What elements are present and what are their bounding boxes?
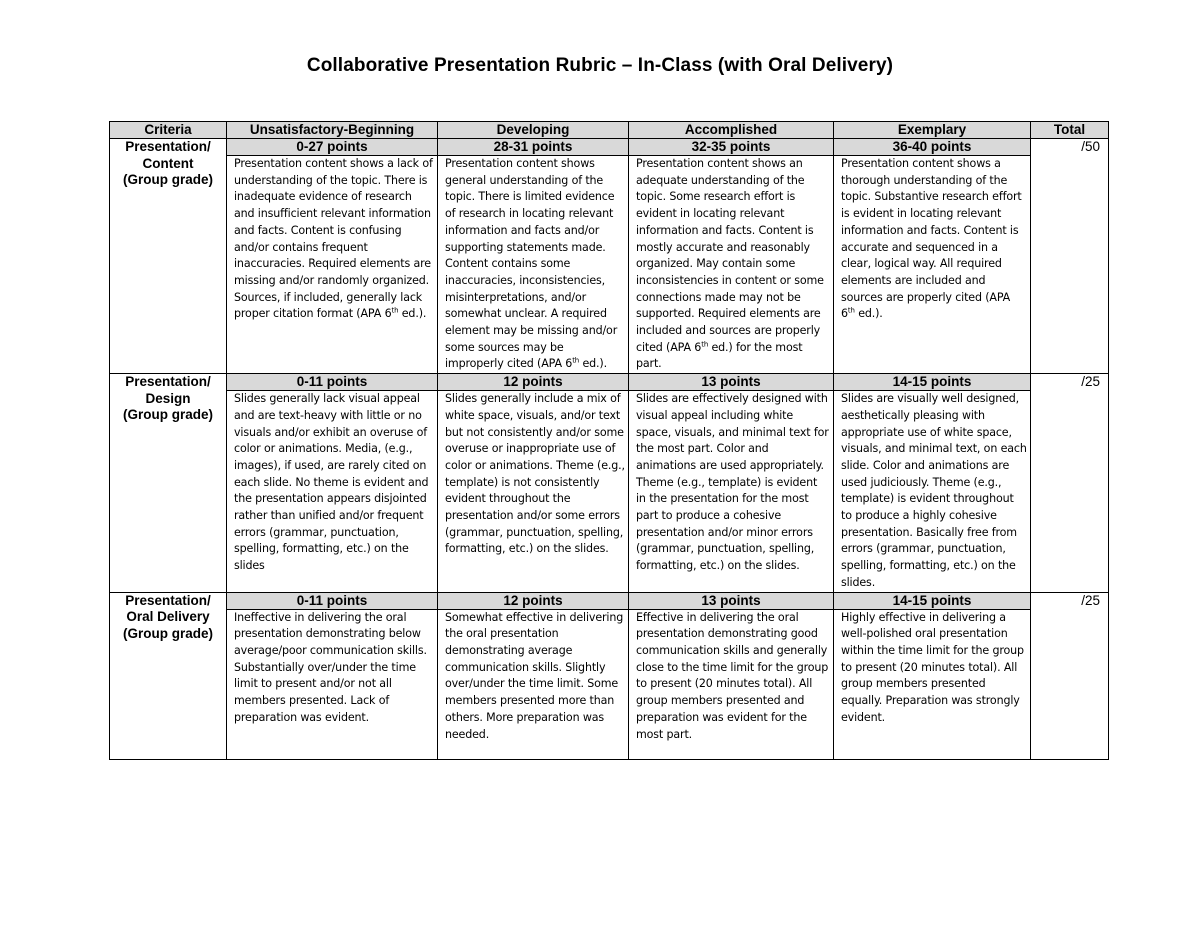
column-header-criteria: Criteria [110, 122, 227, 139]
description-cell: Slides are effectively designed with visual appeal including white space, visuals, and minimal text for the most part. Color and animations are used appropriately. Theme (e.g., template) is evident in the presentation for the most part to produce a cohesive presentation and/or minor errors (grammar, punctuation, spelling, formatting, etc.) on the slides. [629, 391, 834, 592]
points-row-content [110, 139, 1109, 156]
description-cell: Presentation content shows a lack of understanding of the topic. There is inadequate evidence of research and insufficient relevant information and facts. Content is confusing and/or contains frequent inaccuracies. Required elements are missing and/or randomly organized. Sources, if included, generally lack proper citation format (APA 6th ed.). [227, 156, 438, 374]
column-header-total: Total [1031, 122, 1109, 139]
points-cell: 12 points [438, 592, 629, 609]
description-cell: Highly effective in delivering a well-polished oral presentation within the time limit for the group to present (20 minutes total). All group members presented equally. Preparation was strongly evident. [834, 609, 1031, 759]
criteria-label: (Group grade) [123, 172, 213, 187]
ordinal-superscript: th [391, 306, 399, 315]
column-header-developing: Developing [438, 122, 629, 139]
header-row [110, 122, 1109, 139]
criteria-label: Design [145, 390, 191, 406]
points-cell: 0-27 points [227, 139, 438, 156]
total-cell: /25 [1031, 592, 1109, 759]
document-title: Collaborative Presentation Rubric – In-Class (with Oral Delivery) [306, 55, 894, 76]
points-cell: 0-11 points [227, 592, 438, 609]
criteria-cell-content [110, 139, 227, 374]
points-cell: 12 points [438, 374, 629, 391]
ordinal-superscript: th [847, 306, 855, 315]
description-cell: Presentation content shows general understanding of the topic. There is limited evidence of research in locating relevant information and facts and/or supporting statements made. Content contains some inaccuracies, inconsistencies, misinterpretations, and/or somewhat unclear. A required element may be missing and/or some sources may be improperly cited (APA 6th ed.). [438, 156, 629, 374]
description-cell: Slides generally lack visual appeal and are text-heavy with little or no visuals and/or exhibit an overuse of color or animations. Media, (e.g., images), if used, are rarely cited on each slide. No theme is evident and the presentation appears disjointed rather than unified and/or frequent errors (grammar, punctuation, spelling, formatting, etc.) on the slides [227, 391, 438, 592]
criteria-cell-oral-delivery [110, 592, 227, 759]
description-row-content [110, 156, 1109, 374]
column-header-unsatisfactory: Unsatisfactory-Beginning [227, 122, 438, 139]
column-header-accomplished: Accomplished [629, 122, 834, 139]
criteria-label: Presentation/ [125, 139, 211, 154]
points-cell: 0-11 points [227, 374, 438, 391]
criteria-label: Content [142, 155, 194, 171]
criteria-label: (Group grade) [123, 407, 213, 423]
ordinal-superscript: th [701, 340, 709, 349]
points-cell: 36-40 points [834, 139, 1031, 156]
description-cell: Somewhat effective in delivering the oral presentation demonstrating average communication skills. Slightly over/under the time limit. Some members presented more than others. More preparation was needed. [438, 609, 629, 759]
description-cell: Presentation content shows an adequate understanding of the topic. Some research effort is evident in locating relevant information and facts. Content is mostly accurate and reasonably organized. May contain some inconsistencies in content or some connections made may not be supported. Required elements are included and sources are properly cited (APA 6th ed.) for the most part. [629, 156, 834, 374]
ordinal-superscript: th [572, 356, 580, 365]
criteria-label: Oral Delivery [126, 609, 210, 625]
criteria-label: Presentation/ [125, 592, 211, 608]
points-cell: 28-31 points [438, 139, 629, 156]
points-cell: 32-35 points [629, 139, 834, 156]
total-cell: /25 [1031, 374, 1109, 592]
points-cell: 14-15 points [834, 374, 1031, 391]
rubric-table [109, 121, 1109, 760]
points-row-oral-delivery [110, 592, 1109, 609]
points-cell: 13 points [629, 592, 834, 609]
description-row-oral-delivery [110, 609, 1109, 759]
points-cell: 14-15 points [834, 592, 1031, 609]
total-cell: /50 [1031, 139, 1109, 374]
description-cell: Slides generally include a mix of white space, visuals, and/or text but not consistently and/or some overuse or inappropriate use of color or animations. Theme (e.g., template) is not consistently evident throughout the presentation and/or some errors (grammar, punctuation, spelling, formatting, etc.) on the slides. [438, 391, 629, 592]
description-cell: Effective in delivering the oral presentation demonstrating good communication skills and generally close to the time limit for the group to present (20 minutes total). All group members presented and preparation was evident for the most part. [629, 609, 834, 759]
criteria-label: (Group grade) [123, 625, 213, 641]
description-cell: Slides are visually well designed, aesthetically pleasing with appropriate use of white space, visuals, and minimal text, on each slide. Color and animations are used judiciously. Theme (e.g., template) is evident throughout to produce a highly cohesive presentation. Basically free from errors (grammar, punctuation, spelling, formatting, etc.) on the slides. [834, 391, 1031, 592]
description-row-design [110, 391, 1109, 592]
points-cell: 13 points [629, 374, 834, 391]
description-cell: Presentation content shows a thorough understanding of the topic. Substantive research effort is evident in locating relevant information and facts. Content is accurate and sequenced in a clear, logical way. All required elements are included and sources are properly cited (APA 6th ed.). [834, 156, 1031, 374]
column-header-exemplary: Exemplary [834, 122, 1031, 139]
description-cell: Ineffective in delivering the oral presentation demonstrating below average/poor communication skills. Substantially over/under the time limit to present and/or not all members presented. Lack of preparation was evident. [227, 609, 438, 759]
points-row-design [110, 374, 1109, 391]
criteria-cell-design [110, 374, 227, 592]
criteria-label: Presentation/ [125, 374, 211, 390]
